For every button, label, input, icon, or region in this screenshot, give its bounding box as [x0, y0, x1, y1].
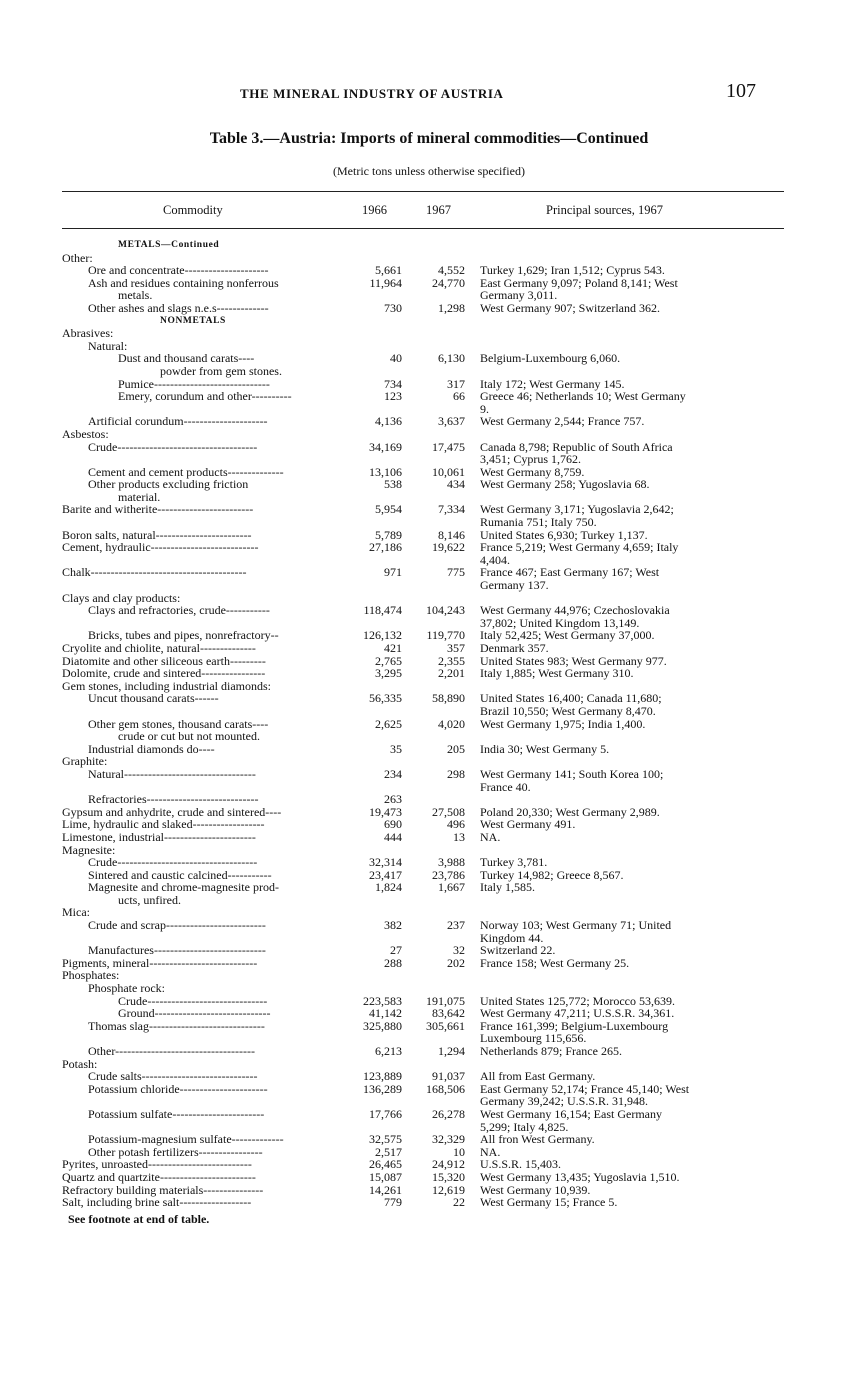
commodity-label: Other:	[62, 250, 93, 265]
value-1966: 734	[384, 376, 402, 391]
principal-sources: Italy 172; West Germany 145.	[480, 376, 625, 391]
section-heading: NONMETALS	[160, 315, 226, 326]
principal-sources: Luxembourg 115,656.	[480, 1031, 587, 1046]
principal-sources: United States 6,930; Turkey 1,137.	[480, 527, 648, 542]
commodity-label: Natural:	[88, 338, 128, 353]
principal-sources: Denmark 357.	[480, 641, 549, 655]
value-1966: 5,661	[375, 263, 402, 278]
principal-sources: Germany 137.	[480, 578, 549, 593]
principal-sources: 9.	[480, 401, 489, 416]
table-row	[0, 642, 858, 655]
value-1967: 237	[447, 918, 465, 933]
value-1967: 10	[453, 1144, 465, 1159]
value-1967: 202	[447, 955, 465, 970]
value-1966: 288	[384, 955, 402, 970]
principal-sources: United States 983; West Germany 977.	[480, 653, 667, 668]
principal-sources: Turkey 14,982; Greece 8,567.	[480, 867, 624, 882]
value-1966: 34,169	[369, 439, 402, 454]
value-1967: 496	[447, 817, 465, 832]
value-1967: 32,329	[432, 1132, 465, 1147]
value-1967: 32	[453, 943, 465, 958]
commodity-label: Cryolite and chiolite, natural--------------	[62, 641, 256, 655]
principal-sources: Belgium-Luxembourg 6,060.	[480, 351, 621, 366]
commodity-label: Graphite:	[62, 754, 108, 769]
table-row	[0, 604, 858, 617]
table-row	[0, 315, 858, 328]
principal-sources: Brazil 10,550; West Germany 8,470.	[480, 703, 656, 718]
value-1966: 11,964	[369, 275, 402, 290]
principal-sources: Kingdom 44.	[480, 930, 544, 945]
table-body	[0, 239, 858, 1209]
commodity-label: Barite and witherite------------------------	[62, 502, 254, 517]
principal-sources: West Germany 15; France 5.	[480, 1195, 618, 1210]
table-row	[0, 793, 858, 806]
commodity-label: Potash:	[62, 1056, 98, 1071]
table-title: Table 3.—Austria: Imports of mineral commodities—Continued	[209, 130, 649, 147]
principal-sources: West Germany 1,975; India 1,400.	[480, 716, 646, 731]
unit-note: (Metric tons unless otherwise specified)	[333, 164, 525, 178]
commodity-label: Uncut thousand carats------	[88, 691, 219, 706]
value-1967: 13	[453, 829, 465, 844]
value-1967: 7,334	[438, 502, 465, 517]
principal-sources: Norway 103; West Germany 71; United	[480, 918, 672, 933]
value-1967: 775	[447, 565, 465, 580]
value-1966: 15,087	[369, 1169, 402, 1184]
value-1967: 1,667	[438, 880, 465, 895]
commodity-label: Magnesite:	[62, 842, 116, 857]
value-1966: 32,314	[369, 855, 402, 870]
column-header-commodity: Commodity	[163, 203, 223, 217]
value-1967: 24,770	[432, 275, 465, 290]
commodity-label: Potassium sulfate-----------------------	[88, 1106, 265, 1121]
principal-sources: Poland 20,330; West Germany 2,989.	[480, 804, 660, 819]
principal-sources: West Germany 491.	[480, 817, 576, 832]
value-1967: 168,506	[426, 1081, 465, 1096]
value-1966: 23,417	[369, 867, 402, 882]
commodity-label: Chalk---------------------------------------	[62, 565, 247, 580]
column-header-1967: 1967	[426, 203, 451, 217]
table-row	[0, 667, 858, 680]
commodity-label: Pigments, mineral---------------------------	[62, 955, 258, 970]
value-1966: 17,766	[369, 1106, 402, 1121]
value-1967: 2,201	[438, 666, 465, 681]
table-row	[0, 1070, 858, 1083]
table-row	[0, 239, 858, 252]
commodity-label: Other potash fertilizers----------------	[88, 1144, 263, 1159]
commodity-label: Other products excluding friction	[88, 477, 249, 492]
table-row	[0, 541, 858, 554]
principal-sources: France 40.	[480, 779, 531, 794]
commodity-label: Manufactures----------------------------	[88, 943, 266, 958]
commodity-label: metals.	[118, 288, 153, 303]
principal-sources: All fron West Germany.	[480, 1132, 595, 1147]
principal-sources: France 158; West Germany 25.	[480, 955, 630, 970]
commodity-label: Crude salts-----------------------------	[88, 1069, 258, 1084]
principal-sources: 3,451; Cyprus 1,762.	[480, 452, 582, 467]
table-row	[0, 894, 858, 907]
commodity-label: Abrasives:	[62, 326, 114, 341]
value-1967: 6,130	[438, 351, 465, 366]
table-row	[0, 919, 858, 932]
commodity-label: Potassium-magnesium sulfate-------------	[88, 1132, 284, 1147]
commodity-label: Industrial diamonds do----	[88, 741, 215, 756]
commodity-label: Dolomite, crude and sintered----------------	[62, 666, 266, 681]
value-1966: 35	[390, 741, 402, 756]
value-1966: 382	[384, 918, 402, 933]
commodity-label: Sintered and caustic calcined-----------	[88, 867, 272, 882]
principal-sources: NA.	[480, 1144, 501, 1159]
table-row	[0, 730, 858, 743]
table-row	[0, 365, 858, 378]
value-1967: 4,020	[438, 716, 465, 731]
table-row	[0, 503, 858, 516]
table-row	[0, 881, 858, 894]
principal-sources: West Germany 10,939.	[480, 1182, 591, 1197]
value-1966: 14,261	[369, 1182, 402, 1197]
principal-sources: West Germany 258; Yugoslavia 68.	[480, 477, 650, 492]
commodity-label: Other-----------------------------------	[88, 1044, 255, 1058]
table-row	[0, 692, 858, 705]
principal-sources: France 5,219; West Germany 4,659; Italy	[480, 540, 679, 555]
table-row	[0, 944, 858, 957]
principal-sources: Italy 52,425; West Germany 37,000.	[480, 628, 655, 643]
table-row	[0, 1171, 858, 1184]
footnote-reference: See footnote at end of table.	[68, 1212, 210, 1226]
commodity-label: Phosphates:	[62, 968, 120, 983]
principal-sources: Italy 1,585.	[480, 880, 535, 895]
value-1966: 32,575	[369, 1132, 402, 1147]
principal-sources: United States 125,772; Morocco 53,639.	[480, 993, 675, 1008]
commodity-label: Dust and thousand carats----	[118, 351, 255, 366]
commodity-label: Clays and refractories, crude-----------	[88, 603, 270, 618]
value-1967: 26,278	[432, 1106, 465, 1121]
principal-sources: West Germany 907; Switzerland 362.	[480, 300, 660, 315]
commodity-label: Lime, hydraulic and slaked------------------	[62, 817, 265, 832]
value-1967: 66	[453, 389, 465, 404]
header-rule	[62, 228, 784, 229]
table-row	[0, 428, 858, 441]
commodity-label: Thomas slag-----------------------------	[88, 1018, 265, 1033]
value-1966: 13,106	[369, 464, 402, 479]
value-1967: 205	[447, 741, 465, 756]
value-1967: 27,508	[432, 804, 465, 819]
principal-sources: Turkey 3,781.	[480, 855, 548, 870]
value-1967: 8,146	[438, 527, 465, 542]
principal-sources: West Germany 13,435; Yugoslavia 1,510.	[480, 1169, 680, 1184]
value-1967: 3,988	[438, 855, 465, 870]
principal-sources: 4,404.	[480, 552, 510, 567]
page-header	[0, 80, 858, 106]
column-header-1966: 1966	[362, 203, 387, 217]
principal-sources: United States 16,400; Canada 11,680;	[480, 691, 662, 706]
principal-sources: 37,802; United Kingdom 13,149.	[480, 615, 640, 630]
table-row	[0, 478, 858, 491]
commodity-label: Pyrites, unroasted--------------------------	[62, 1157, 252, 1172]
value-1967: 317	[447, 376, 465, 391]
principal-sources: Germany 3,011.	[480, 288, 558, 303]
table-row	[0, 579, 858, 592]
table-row	[0, 743, 858, 756]
commodity-label: ucts, unfired.	[118, 892, 181, 907]
value-1967: 1,294	[438, 1044, 465, 1058]
table-row	[0, 516, 858, 529]
value-1966: 26,465	[369, 1157, 402, 1172]
table-row	[0, 856, 858, 869]
commodity-label: Bricks, tubes and pipes, nonrefractory--	[88, 628, 279, 643]
value-1966: 538	[384, 477, 402, 492]
commodity-label: Artificial corundum---------------------	[88, 414, 268, 429]
principal-sources: 5,299; Italy 4,825.	[480, 1119, 569, 1134]
value-1967: 91,037	[432, 1069, 465, 1084]
commodity-label: Magnesite and chrome-magnesite prod-	[88, 880, 279, 895]
value-1967: 19,622	[432, 540, 465, 555]
value-1967: 1,298	[438, 300, 465, 315]
principal-sources: Switzerland 22.	[480, 943, 556, 958]
principal-sources: All from East Germany.	[480, 1069, 596, 1084]
commodity-label: Mica:	[62, 905, 90, 920]
table-row	[0, 264, 858, 277]
commodity-label: Natural---------------------------------	[88, 766, 256, 781]
principal-sources: West Germany 2,544; France 757.	[480, 414, 645, 429]
commodity-label: Potassium chloride----------------------	[88, 1081, 268, 1096]
commodity-label: crude or cut but not mounted.	[118, 729, 260, 744]
table-row	[0, 390, 858, 403]
value-1966: 56,335	[369, 691, 402, 706]
top-rule	[62, 191, 784, 192]
principal-sources: France 161,399; Belgium-Luxembourg	[480, 1018, 669, 1033]
table-row	[0, 1020, 858, 1033]
table-row	[0, 566, 858, 579]
commodity-label: Ore and concentrate---------------------	[88, 263, 269, 278]
value-1967: 191,075	[426, 993, 465, 1008]
value-1967: 434	[447, 477, 465, 492]
commodity-label: Quartz and quartzite------------------------	[62, 1169, 256, 1184]
commodity-label: Boron salts, natural------------------------	[62, 527, 252, 542]
column-header-sources: Principal sources, 1967	[546, 203, 663, 217]
table-row	[0, 415, 858, 428]
commodity-label: Gypsum and anhydrite, crude and sintered----	[62, 804, 282, 819]
value-1966: 123,889	[363, 1069, 402, 1084]
commodity-label: Crude-----------------------------------	[88, 439, 258, 454]
value-1966: 263	[384, 792, 402, 807]
section-heading: METALS—Continued	[118, 240, 220, 250]
value-1966: 3,295	[375, 666, 402, 681]
value-1966: 136,289	[363, 1081, 402, 1096]
value-1966: 2,625	[375, 716, 402, 731]
running-title: THE MINERAL INDUSTRY OF AUSTRIA	[240, 86, 504, 101]
principal-sources: West Germany 8,759.	[480, 464, 585, 479]
commodity-label: Pumice-----------------------------	[118, 376, 270, 391]
commodity-label: Crude-----------------------------------	[88, 855, 258, 870]
table-row	[0, 831, 858, 844]
principal-sources: West Germany 16,154; East Germany	[480, 1106, 662, 1121]
principal-sources: West Germany 141; South Korea 100;	[480, 766, 664, 781]
table-row	[0, 1083, 858, 1096]
value-1966: 971	[384, 565, 402, 580]
principal-sources: Germany 39,242; U.S.S.R. 31,948.	[480, 1094, 648, 1109]
commodity-label: Diatomite and other siliceous earth---------	[62, 653, 266, 668]
value-1967: 305,661	[426, 1018, 465, 1033]
principal-sources: West Germany 3,171; Yugoslavia 2,642;	[480, 502, 674, 517]
value-1966: 223,583	[363, 993, 402, 1008]
commodity-label: Crude------------------------------	[118, 993, 268, 1008]
value-1966: 2,765	[375, 653, 402, 668]
table-row	[0, 453, 858, 466]
commodity-label: Crude and scrap-------------------------	[88, 918, 266, 933]
value-1966: 27,186	[369, 540, 402, 555]
principal-sources: India 30; West Germany 5.	[480, 741, 610, 756]
principal-sources: Turkey 1,629; Iran 1,512; Cyprus 543.	[480, 263, 665, 278]
commodity-label: Salt, including brine salt------------------	[62, 1195, 252, 1210]
commodity-label: powder from gem stones.	[160, 363, 282, 378]
table-row	[0, 327, 858, 340]
commodity-label: Gem stones, including industrial diamonds:	[62, 678, 271, 693]
principal-sources: France 467; East Germany 167; West	[480, 565, 660, 580]
value-1967: 2,355	[438, 653, 465, 668]
value-1966: 19,473	[369, 804, 402, 819]
value-1966: 779	[384, 1195, 402, 1210]
table-row	[0, 1108, 858, 1121]
table-row	[0, 1007, 858, 1020]
value-1966: 5,789	[375, 527, 402, 542]
commodity-label: Refractory building materials---------------	[62, 1182, 264, 1197]
commodity-label: Cement and cement products--------------	[88, 464, 284, 479]
commodity-label: Clays and clay products:	[62, 590, 181, 605]
table-row	[0, 302, 858, 315]
value-1966: 1,824	[375, 880, 402, 895]
value-1967: 83,642	[432, 1006, 465, 1021]
table-row	[0, 705, 858, 718]
commodity-label: Other ashes and slags n.e.s-------------	[88, 300, 269, 315]
value-1967: 24,912	[432, 1157, 465, 1172]
principal-sources: Greece 46; Netherlands 10; West Germany	[480, 389, 686, 404]
value-1966: 730	[384, 300, 402, 315]
table-row	[0, 352, 858, 365]
principal-sources: East Germany 52,174; France 45,140; West	[480, 1081, 690, 1096]
table-row	[0, 957, 858, 970]
commodity-label: material.	[118, 489, 161, 504]
value-1966: 40	[390, 351, 402, 366]
value-1967: 298	[447, 766, 465, 781]
value-1966: 118,474	[363, 603, 402, 618]
value-1966: 5,954	[375, 502, 402, 517]
table-row	[0, 768, 858, 781]
value-1966: 41,142	[369, 1006, 402, 1021]
value-1967: 23,786	[432, 867, 465, 882]
value-1966: 123	[384, 389, 402, 404]
commodity-label: Phosphate rock:	[88, 981, 165, 996]
table-row	[0, 1196, 858, 1209]
value-1967: 58,890	[432, 691, 465, 706]
value-1967: 119,770	[426, 628, 465, 643]
value-1967: 15,320	[432, 1169, 465, 1184]
principal-sources: Netherlands 879; France 265.	[480, 1044, 622, 1058]
value-1966: 126,132	[363, 628, 402, 643]
principal-sources: West Germany 47,211; U.S.S.R. 34,361.	[480, 1006, 675, 1021]
value-1966: 234	[384, 766, 402, 781]
value-1967: 10,061	[432, 464, 465, 479]
value-1967: 104,243	[426, 603, 465, 618]
commodity-label: Refractories----------------------------	[88, 792, 259, 807]
commodity-label: Asbestos:	[62, 426, 109, 441]
value-1967: 3,637	[438, 414, 465, 429]
principal-sources: East Germany 9,097; Poland 8,141; West	[480, 275, 678, 290]
page-number: 107	[726, 80, 756, 102]
value-1966: 421	[384, 641, 402, 655]
value-1967: 4,552	[438, 263, 465, 278]
table-row	[0, 1133, 858, 1146]
table-row	[0, 1045, 858, 1058]
value-1967: 22	[453, 1195, 465, 1210]
principal-sources: Canada 8,798; Republic of South Africa	[480, 439, 673, 454]
principal-sources: U.S.S.R. 15,403.	[480, 1157, 562, 1172]
principal-sources: NA.	[480, 829, 501, 844]
table-row	[0, 441, 858, 454]
value-1966: 6,213	[375, 1044, 402, 1058]
value-1966: 2,517	[375, 1144, 402, 1159]
value-1967: 17,475	[432, 439, 465, 454]
table-row	[0, 982, 858, 995]
value-1966: 690	[384, 817, 402, 832]
value-1966: 4,136	[375, 414, 402, 429]
commodity-label: Other gem stones, thousand carats----	[88, 716, 269, 731]
value-1967: 12,619	[432, 1182, 465, 1197]
value-1966: 325,880	[363, 1018, 402, 1033]
commodity-label: Emery, corundum and other----------	[118, 389, 292, 404]
commodity-label: Cement, hydraulic---------------------------	[62, 540, 259, 555]
principal-sources: West Germany 44,976; Czechoslovakia	[480, 603, 670, 618]
value-1966: 444	[384, 829, 402, 844]
commodity-label: Ground-----------------------------	[118, 1006, 271, 1021]
commodity-label: Limestone, industrial-----------------------	[62, 829, 256, 844]
value-1966: 27	[390, 943, 402, 958]
commodity-label: Ash and residues containing nonferrous	[88, 275, 279, 290]
value-1967: 357	[447, 641, 465, 655]
principal-sources: Italy 1,885; West Germany 310.	[480, 666, 634, 681]
principal-sources: Rumania 751; Italy 750.	[480, 515, 597, 530]
